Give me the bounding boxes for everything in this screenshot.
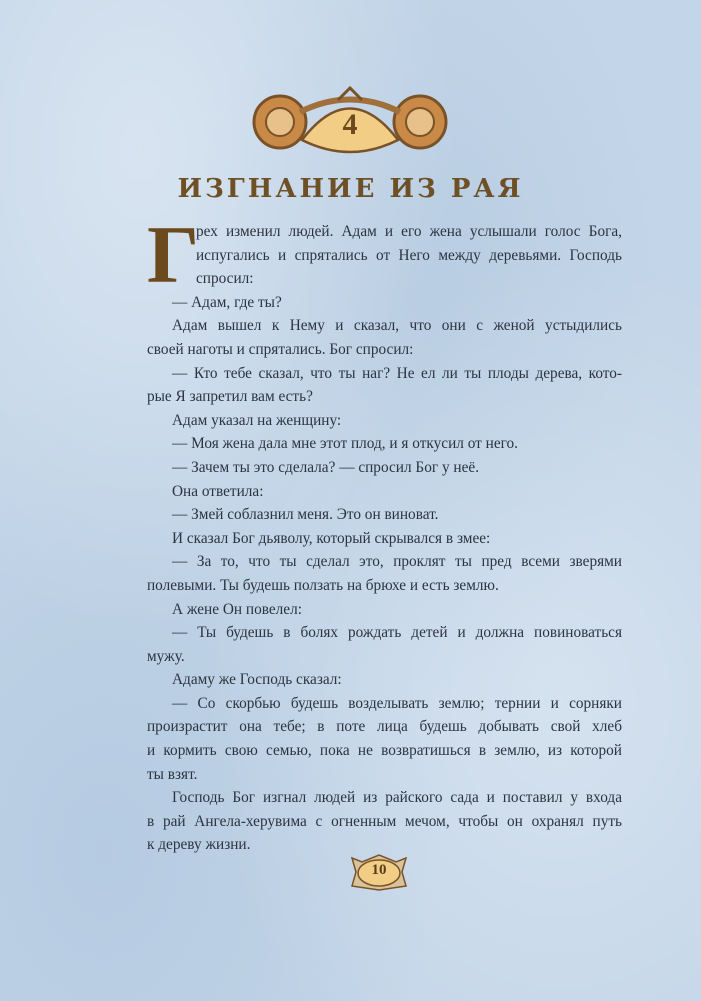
paragraph [147, 456, 622, 480]
text-line: Господь Бог изгнал людей из райского сада и поставил у входа [172, 789, 622, 807]
text-line: И сказал Бог дьяволу, который скрывался в змее: [172, 529, 491, 547]
paragraph [147, 220, 622, 291]
chapter-title: ИЗГНАНИЕ ИЗ РАЯ [177, 174, 524, 204]
paragraph [147, 362, 622, 409]
page-number: 10 [371, 862, 387, 878]
text-line: произрастит она тебе; в поте лица будешь добывать свой хлеб [147, 718, 622, 736]
text-line: ты взят. [147, 765, 198, 783]
text-line: рех изменил людей. Адам и его жена услышали голос Бога, [196, 223, 622, 240]
text-line: спросил: [196, 270, 254, 288]
drop-cap: Г [147, 209, 200, 300]
text-line: к дереву жизни. [147, 836, 251, 854]
text-line: в рай Ангела-херувима с огненным мечом, чтобы он охранял путь [147, 812, 622, 830]
text-line: и кормить свою семью, пока не возвратишься в землю, из которой [147, 742, 622, 760]
paragraph [147, 621, 622, 668]
text-line: — Зачем ты это сделала? — спросил Бог у неё. [172, 458, 480, 476]
text-line: рые Я запретил вам есть? [147, 388, 313, 406]
paragraph [147, 314, 622, 361]
text-line: А жене Он повелел: [172, 600, 302, 618]
chapter-number: 4 [342, 108, 358, 141]
text-line: — Ты будешь в болях рождать детей и должна повиноваться [172, 624, 622, 642]
paragraph [147, 291, 622, 315]
text-line: — Моя жена дала мне этот плод, и я откусил от него. [172, 435, 519, 453]
text-line: — Кто тебе сказал, что ты наг? Не ел ли ты плоды дерева, кото- [172, 364, 622, 382]
text-line: мужу. [147, 647, 185, 665]
text-line: Адам вышел к Нему и сказал, что они с женой устыдились [172, 317, 622, 335]
text-line: — За то, что ты сделал это, проклят ты пред всеми зверями [172, 553, 622, 571]
text-line: — Змей соблазнил меня. Это он виноват. [172, 506, 439, 524]
paragraph [147, 550, 622, 597]
body-text [147, 220, 622, 857]
paragraph [147, 480, 622, 504]
text-line: полевыми. Ты будешь ползать на брюхе и есть землю. [147, 576, 499, 594]
text-line: испугались и спрятались от Него между деревьями. Господь [196, 246, 622, 264]
text-line: Она ответила: [172, 482, 264, 500]
paragraph [147, 786, 622, 857]
paragraph [147, 432, 622, 456]
paragraph [147, 409, 622, 433]
paragraph [147, 527, 622, 551]
text-line: своей наготы и спрятались. Бог спросил: [147, 340, 414, 358]
paragraph [147, 503, 622, 527]
paragraph [147, 692, 622, 786]
paragraph [147, 598, 622, 622]
text-line: — Со скорбью будешь возделывать землю; тернии и сорняки [172, 694, 622, 712]
paragraph [147, 668, 622, 692]
text-line: Адаму же Господь сказал: [172, 671, 342, 689]
text-line: — Адам, где ты? [172, 293, 282, 311]
text-line: Адам указал на женщину: [172, 411, 342, 429]
